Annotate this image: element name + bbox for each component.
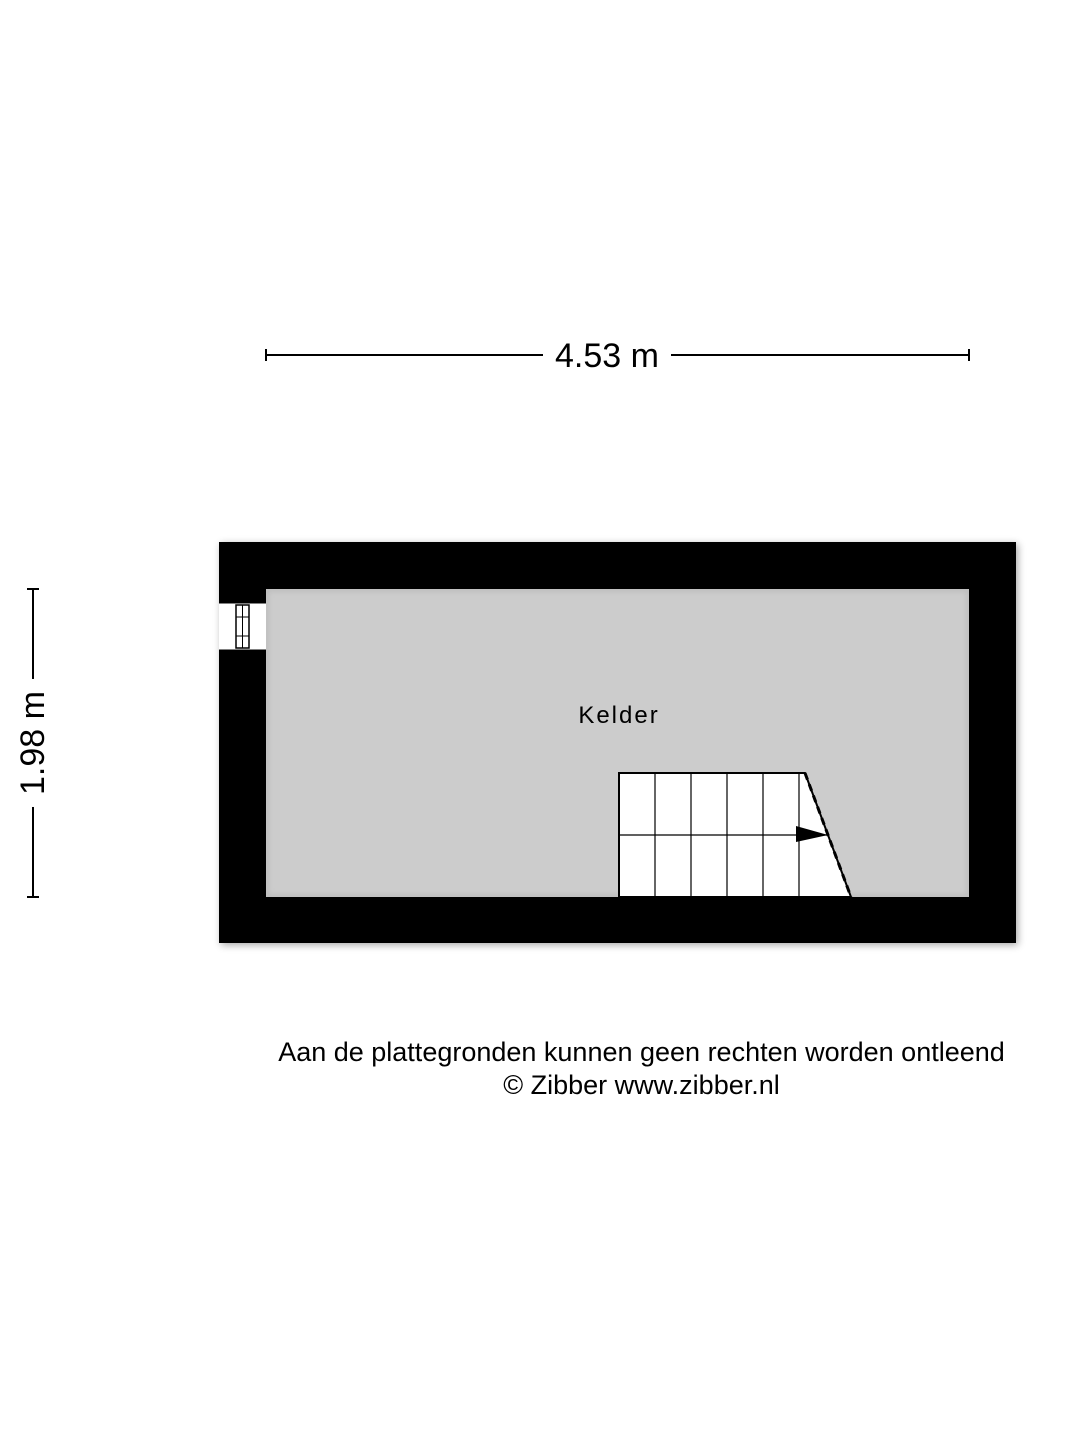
copyright-text: © Zibber www.zibber.nl — [503, 1070, 780, 1100]
window — [219, 603, 266, 650]
room-floor — [266, 589, 969, 897]
room-label-kelder: Kelder — [578, 702, 660, 729]
width-dimension-label: 4.53 m — [543, 339, 671, 373]
height-dimension-label: 1.98 m — [16, 679, 50, 807]
footer — [200, 1036, 1080, 1102]
disclaimer-text: Aan de plattegronden kunnen geen rechten worden ontleend — [278, 1037, 1005, 1067]
